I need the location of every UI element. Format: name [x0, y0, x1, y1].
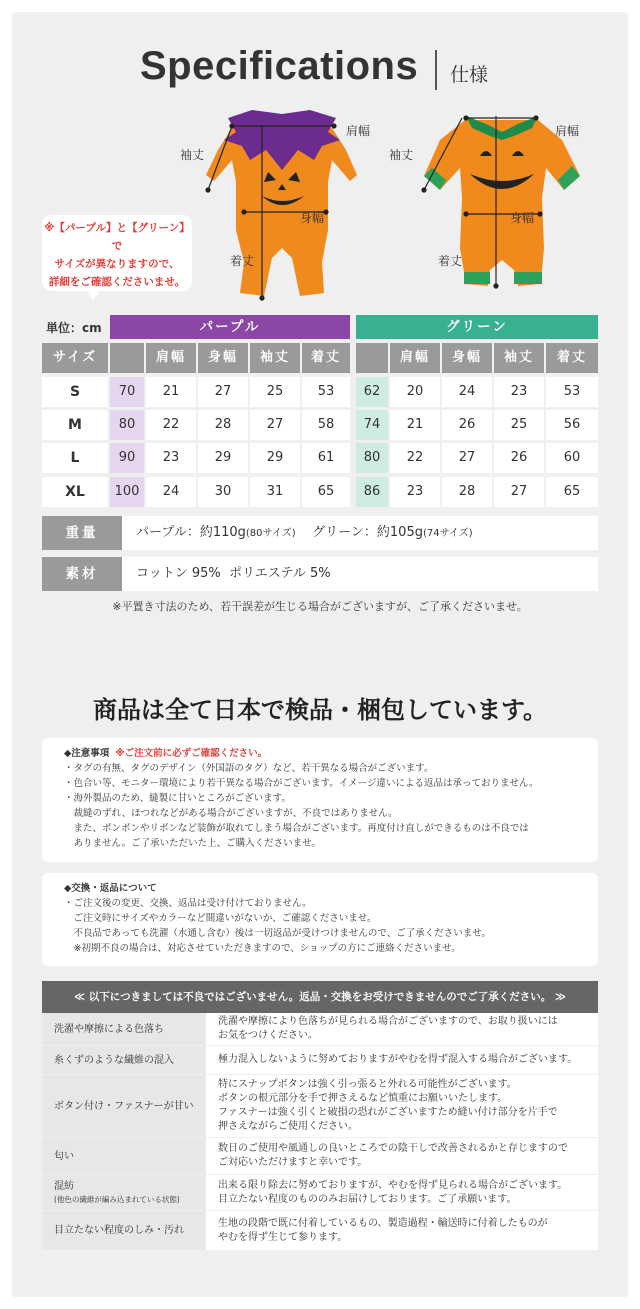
size-label: S: [42, 377, 108, 407]
green-col-header: 身幅: [442, 343, 492, 373]
defects-value-line: ご対応いただけますと幸いです。: [218, 1157, 368, 1168]
defects-key: [42, 1046, 206, 1074]
defects-value-line: 出来る限り除去に努めておりますが、やむを得ず見られる場合がございます。: [218, 1179, 568, 1191]
notice-box: [42, 738, 598, 862]
green-measure-cell: 22: [390, 443, 440, 473]
defects-value-line: 極力混入しないように努めておりますがやむを得ず混入する場合がございます。: [218, 1054, 578, 1065]
unit-label: 単位：cm: [46, 321, 102, 335]
exchange-line: ※初期不良の場合は、対応させていただきますので、ショップの方にご連絡くださいませ。: [64, 943, 461, 954]
notice-line: ・タグの有無、タグのデザイン（外国語のタグ）など、若干異なる場合がございます。: [64, 763, 434, 774]
purple-size-value: 70: [110, 377, 144, 407]
purple-col-header: 袖丈: [250, 343, 300, 373]
purple-measure-cell: 31: [250, 477, 300, 507]
weight-green: グリーン：約105g: [312, 525, 423, 540]
green-shoulder-label: 肩幅: [555, 124, 580, 138]
purple-measure-cell: 58: [302, 410, 350, 440]
defects-value: [206, 1138, 598, 1174]
green-measure-cell: 65: [546, 477, 598, 507]
green-measure-cell: 24: [442, 377, 492, 407]
defects-key-line: (他色の繊維が編み込まれている状態): [54, 1194, 180, 1204]
purple-measure-cell: 29: [198, 443, 248, 473]
defects-table-header: ≪ 以下につきましては不良ではございません。返品・交換をお受けできませんのでご了承ください。 ≫: [42, 981, 598, 1013]
page-subtitle: 仕様: [450, 64, 489, 86]
green-measure-cell: 26: [442, 410, 492, 440]
defects-value: [206, 1075, 598, 1137]
defects-key-line: 洗濯や摩擦による色落ち: [54, 1023, 164, 1035]
defects-key-line: 目立たない程度のしみ・汚れ: [54, 1225, 184, 1236]
purple-col-header: [110, 343, 144, 373]
green-measure-cell: 27: [442, 443, 492, 473]
purple-measure-cell: 23: [146, 443, 196, 473]
green-sleeve-label: 袖丈: [389, 148, 414, 162]
weight-purple-size: (80サイズ): [245, 528, 296, 539]
green-size-value: 86: [356, 477, 388, 507]
defects-key-line: 匂い: [54, 1150, 74, 1162]
notice-line: ・色合い等、モニター環境により若干異なる場合がございます。イメージ違いによる返品は承っておりません。: [64, 778, 539, 789]
defects-value-line: 洗濯や摩擦により色落ちが見られる場合がございますので、お取り扱いには: [218, 1016, 558, 1027]
purple-header: パープル: [110, 315, 350, 339]
purple-length-label: 着丈: [230, 254, 255, 268]
green-measure-cell: 23: [494, 377, 544, 407]
green-col-header: 袖丈: [494, 343, 544, 373]
defects-value-line: 数日のご使用や風通しの良いところでの陰干しで改善されるかと存じますので: [218, 1143, 568, 1154]
defects-value: [206, 1175, 598, 1210]
defects-value-line: ボタンの根元部分を手で押さえるなど慎重にお願いいたします。: [218, 1093, 508, 1104]
notice-line: 裁縫のずれ、ほつれなどがある場合がございますが、不良ではありません。: [64, 808, 398, 819]
material-label: 素材: [42, 557, 122, 591]
green-col-header: 肩幅: [390, 343, 440, 373]
exchange-line: ・ご注文後の変更、交換、返品は受け付けておりません。: [64, 898, 312, 909]
defects-value-line: 目立たない程度のもののみお届けしております。ご了承願います。: [218, 1193, 517, 1205]
defects-value-line: 押さえながらご使用ください。: [218, 1121, 358, 1132]
defects-row: [42, 1075, 598, 1137]
purple-measure-cell: 21: [146, 377, 196, 407]
notice-title: ◆注意事項: [64, 748, 110, 759]
note-tail: [86, 290, 100, 301]
defects-key-line: 糸くずのような繊維の混入: [54, 1054, 174, 1066]
purple-size-value: 80: [110, 410, 144, 440]
defects-value-line: やむを得ず生じて参ります。: [218, 1231, 348, 1243]
purple-col-header: 肩幅: [146, 343, 196, 373]
purple-col-header: サイズ: [42, 343, 108, 373]
size-label: M: [42, 410, 108, 440]
defects-row: [42, 1211, 598, 1250]
defects-value-line: ファスナーは強く引くと破損の恐れがございますため縫い付け部分を片手で: [218, 1107, 558, 1118]
size-label: L: [42, 443, 108, 473]
purple-measure-cell: 65: [302, 477, 350, 507]
purple-measure-cell: 53: [302, 377, 350, 407]
purple-col-header: 着丈: [302, 343, 350, 373]
exchange-line: ご注文時にサイズやカラーなど間違いがないか、ご確認くださいませ。: [64, 913, 377, 924]
exchange-title: ◆交換・返品について: [64, 883, 157, 894]
notice-line: ・海外製品のため、縫製に甘いところがございます。: [64, 793, 291, 804]
defects-value-line: お気をつけください。: [218, 1030, 318, 1041]
purple-measure-cell: 25: [250, 377, 300, 407]
inspection-headline: 商品は全て日本で検品・梱包しています。: [92, 696, 548, 724]
defects-key: [42, 1013, 206, 1045]
purple-measure-cell: 28: [198, 410, 248, 440]
green-col-header: [356, 343, 388, 373]
exchange-box: [42, 873, 598, 966]
defects-row: [42, 1013, 598, 1045]
purple-size-value: 90: [110, 443, 144, 473]
green-col-header: 着丈: [546, 343, 598, 373]
purple-measure-cell: 22: [146, 410, 196, 440]
defects-row: [42, 1138, 598, 1174]
dimension-note: ※平置き寸法のため、若干誤差が生じる場合がございますが、ご了承くださいませ。: [112, 600, 528, 613]
purple-measure-cell: 30: [198, 477, 248, 507]
purple-measure-cell: 29: [250, 443, 300, 473]
notice-warning: ※ご注文前に必ずご確認ください。: [115, 748, 268, 759]
purple-chest-label: 身幅: [300, 211, 325, 225]
green-chest-label: 身幅: [510, 211, 535, 225]
material-value: コットン 95% ポリエステル 5%: [122, 557, 598, 591]
green-measure-cell: 60: [546, 443, 598, 473]
note-line: 詳細をご確認くださいませ。: [48, 276, 186, 288]
defects-value-line: 生地の段階で既に付着しているもの、製造過程・輸送時に付着したものが: [218, 1217, 548, 1229]
size-difference-note: [42, 215, 192, 291]
note-line: ※【パープル】と【グリーン】で: [44, 222, 190, 252]
defects-value: [206, 1211, 598, 1250]
green-size-value: 74: [356, 410, 388, 440]
weight-green-size: (74サイズ): [422, 528, 473, 539]
green-measure-cell: 53: [546, 377, 598, 407]
exchange-line: 不良品であっても洗濯（水通し含む）後は一切返品が受けつけませんので、ご了承くださいませ。: [64, 928, 491, 939]
purple-col-header: 身幅: [198, 343, 248, 373]
green-size-value: 80: [356, 443, 388, 473]
purple-size-value: 100: [110, 477, 144, 507]
green-measure-cell: 28: [442, 477, 492, 507]
purple-measure-cell: 27: [198, 377, 248, 407]
notice-line: また、ボンボンやリボンなど装飾が取れてしまう場合がございます。再度付け直しができるものは不良では: [64, 823, 529, 834]
green-header: グリーン: [356, 315, 598, 339]
defects-row: [42, 1175, 598, 1210]
defects-key-line: 混紡: [54, 1180, 74, 1192]
green-measure-cell: 20: [390, 377, 440, 407]
defects-value: [206, 1046, 598, 1074]
green-measure-cell: 21: [390, 410, 440, 440]
purple-measure-cell: 27: [250, 410, 300, 440]
defects-value-line: 特にスナップボタンは強く引っ張ると外れる可能性がございます。: [218, 1079, 517, 1090]
green-measure-cell: 26: [494, 443, 544, 473]
purple-sleeve-label: 袖丈: [180, 148, 205, 162]
purple-measure-cell: 61: [302, 443, 350, 473]
page-title: Specifications: [140, 44, 419, 88]
weight-purple: パープル：約110g: [136, 525, 246, 540]
green-measure-cell: 25: [494, 410, 544, 440]
defects-key: [42, 1138, 206, 1174]
notice-line: ありません。ご了承いただいた上、ご購入くださいませ。: [64, 838, 321, 849]
weight-value: [122, 516, 598, 550]
weight-label: 重量: [42, 516, 122, 550]
purple-measure-cell: 24: [146, 477, 196, 507]
note-line: サイズが異なりますので、: [54, 258, 180, 270]
purple-shoulder-label: 肩幅: [346, 124, 371, 138]
defects-key: [42, 1175, 206, 1210]
green-size-value: 62: [356, 377, 388, 407]
green-measure-cell: 27: [494, 477, 544, 507]
green-length-label: 着丈: [438, 254, 463, 268]
size-label: XL: [42, 477, 108, 507]
green-measure-cell: 23: [390, 477, 440, 507]
defects-row: [42, 1046, 598, 1074]
green-measure-cell: 56: [546, 410, 598, 440]
defects-key: [42, 1211, 206, 1250]
defects-key-line: ボタン付け・ファスナーが甘い: [54, 1100, 194, 1112]
defects-value: [206, 1013, 598, 1045]
defects-key: [42, 1075, 206, 1137]
